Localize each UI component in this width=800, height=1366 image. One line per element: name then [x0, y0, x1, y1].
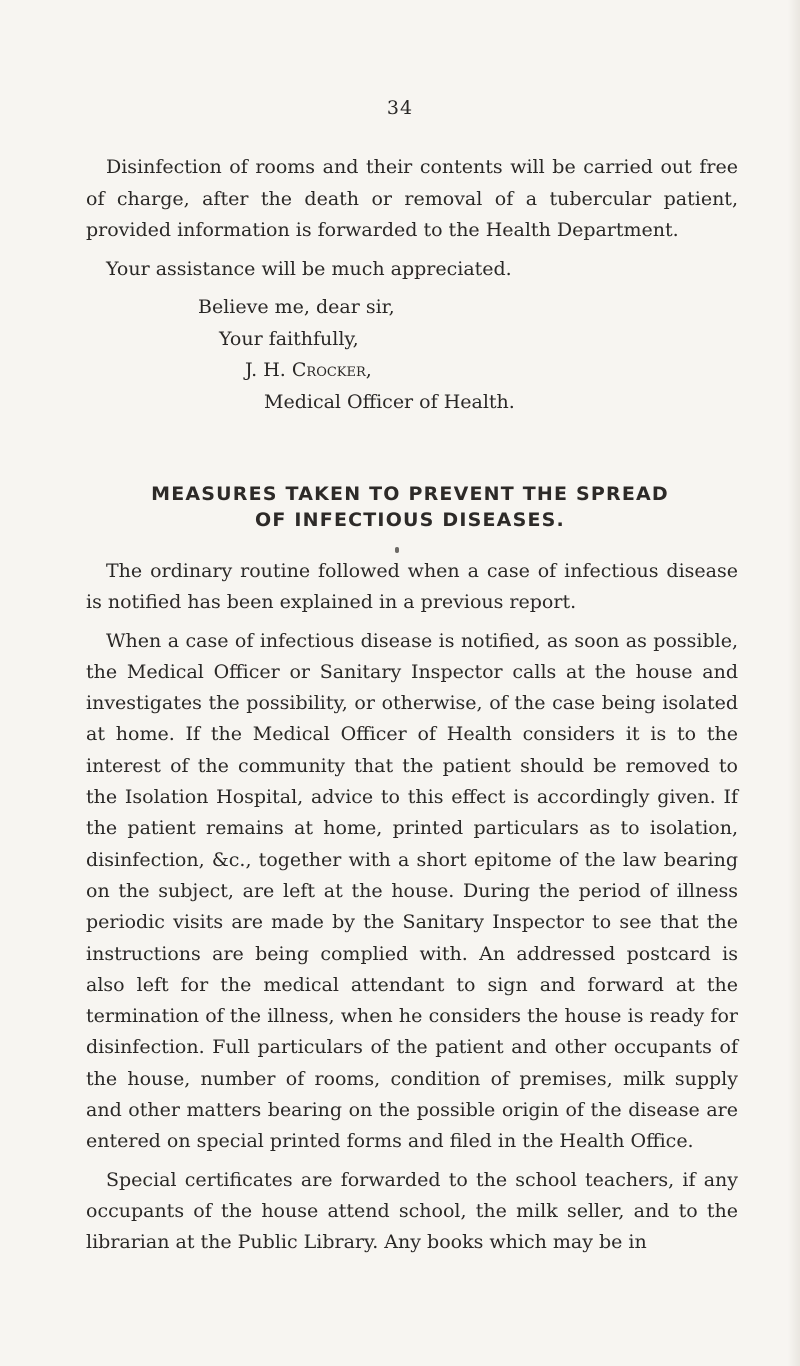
letter-closing: Believe me, dear sir, — [198, 296, 395, 318]
letter-block — [86, 152, 738, 418]
letter-paragraph-2: Your assistance will be much appreciated. — [106, 257, 512, 280]
section-body — [86, 556, 738, 1259]
letter-signatory: J. H. Crocker, — [245, 359, 372, 381]
section-heading-line-1: MEASURES TAKEN TO PREVENT THE SPREAD — [151, 483, 669, 505]
page-number: 34 — [386, 97, 414, 119]
section-paragraph-2: When a case of infectious disease is notified, as soon as possible, the Medical Officer or Sanitary Inspector calls at the house and investigates the possibility, or otherwise, of the case being isolated at home. If the Medical Officer of Health considers it is to the interest of the community that the patient should be removed to the Isolation Hospital, advice to this effect is accordingly given. If the patient remains at home, printed particulars as to isolation, disinfection, &c., together with a short epitome of the law bearing on the subject, are left at the house. During the period of illness periodic visits are made by the Sanitary Inspector to see that the instructions are being complied with. An addressed postcard is also left for the medical attendant to sign and forward at the termination of the illness, when he considers the house is ready for disinfection. Full particulars of the patient and other occupants of the house, number of rooms, condition of premises, milk supply and other matters bearing on the possible origin of the disease are entered on special printed forms and filed in the Health Office. — [86, 629, 738, 1153]
letter-signatory-title: Medical Officer of Health. — [264, 390, 515, 413]
section-paragraph-1: The ordinary routine followed when a case of infectious disease is notified has been explained in a previous report. — [86, 560, 738, 614]
section-heading-line-2: OF INFECTIOUS DISEASES. — [255, 509, 565, 531]
section-heading — [70, 481, 750, 533]
letter-valediction: Your faithfully, — [219, 327, 359, 350]
section-paragraph-3: Special certificates are forwarded to the school teachers, if any occupants of the house attend school, the milk seller, and to the librarian at the Public Library. Any books which may be in — [86, 1168, 738, 1254]
ornament-dot — [395, 547, 399, 553]
page-edge — [788, 0, 800, 1366]
letter-paragraph-1: Disinfection of rooms and their contents will be carried out free of charge, after the death or removal of a tubercular patient, provided information is forwarded to the Health Department. — [86, 156, 738, 241]
